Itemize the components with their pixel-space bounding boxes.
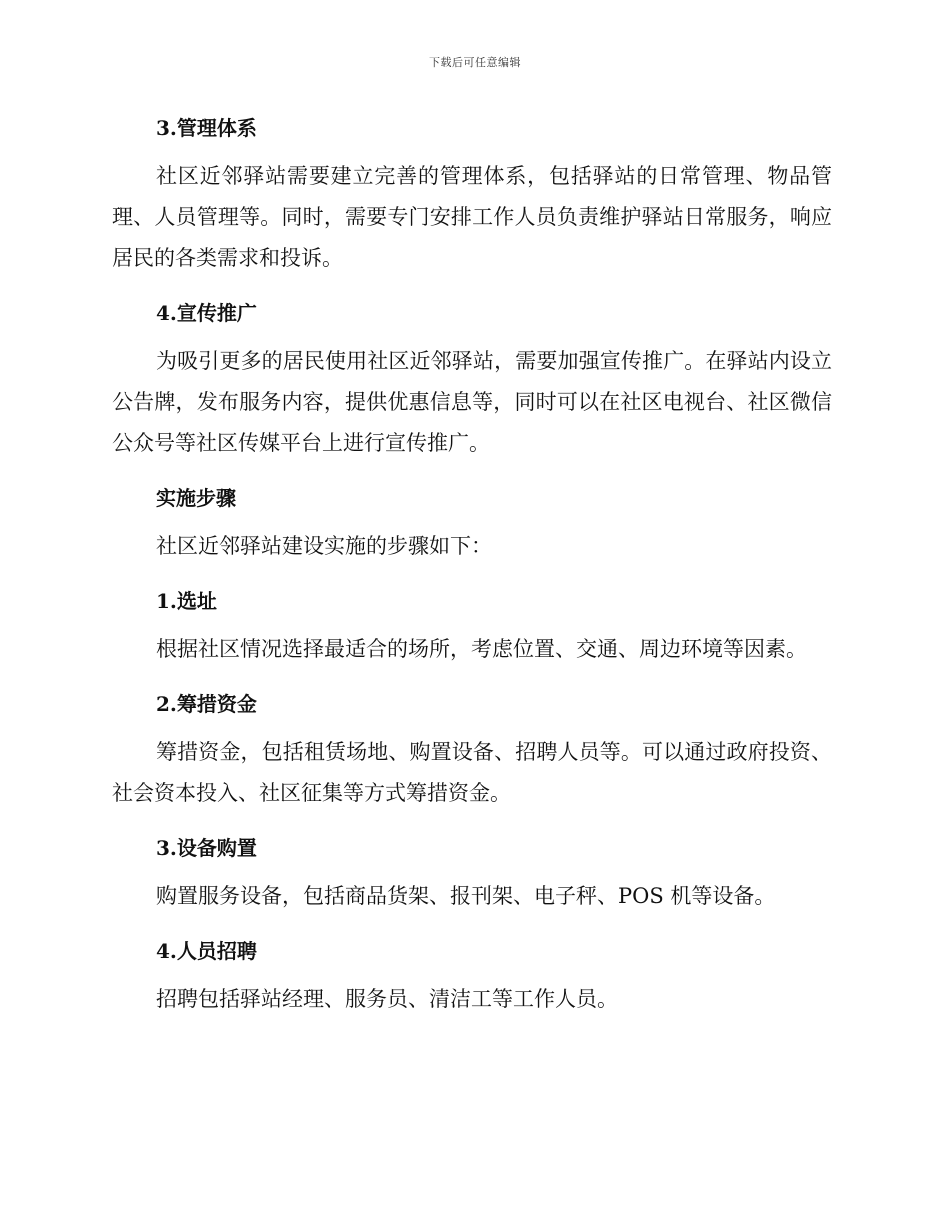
paragraph-fundraising: 筹措资金，包括租赁场地、购置设备、招聘人员等。可以通过政府投资、社会资本投入、社区征集等方式筹措资金。 (112, 740, 832, 805)
paragraph-management-system: 社区近邻驿站需要建立完善的管理体系，包括驿站的日常管理、物品管理、人员管理等。同时，需要专门安排工作人员负责维护驿站日常服务，响应居民的各类需求和投诉。 (112, 164, 832, 270)
header-note: 下载后可任意编辑 (429, 56, 521, 69)
section-heading-promotion: 4.宣传推广 (156, 301, 257, 325)
section-heading-equipment-purchase: 3.设备购置 (156, 836, 257, 860)
paragraph-site-selection: 根据社区情况选择最适合的场所，考虑位置、交通、周边环境等因素。 (156, 637, 807, 661)
section-heading-site-selection: 1.选址 (156, 589, 217, 613)
section-heading-staff-recruitment: 4.人员招聘 (156, 939, 257, 963)
paragraph-promotion: 为吸引更多的居民使用社区近邻驿站，需要加强宣传推广。在驿站内设立公告牌，发布服务内容，提供优惠信息等，同时可以在社区电视台、社区微信公众号等社区传媒平台上进行宣传推广。 (112, 349, 832, 455)
paragraph-implementation-steps: 社区近邻驿站建设实施的步骤如下： (156, 534, 492, 558)
document-body (112, 108, 832, 1034)
section-heading-management-system: 3.管理体系 (156, 116, 257, 140)
paragraph-staff-recruitment: 招聘包括驿站经理、服务员、清洁工等工作人员。 (156, 987, 618, 1011)
paragraph-equipment-purchase: 购置服务设备，包括商品货架、报刊架、电子秤、POS 机等设备。 (156, 884, 776, 908)
section-heading-fundraising: 2.筹措资金 (156, 692, 257, 716)
section-heading-implementation-steps: 实施步骤 (156, 486, 236, 510)
